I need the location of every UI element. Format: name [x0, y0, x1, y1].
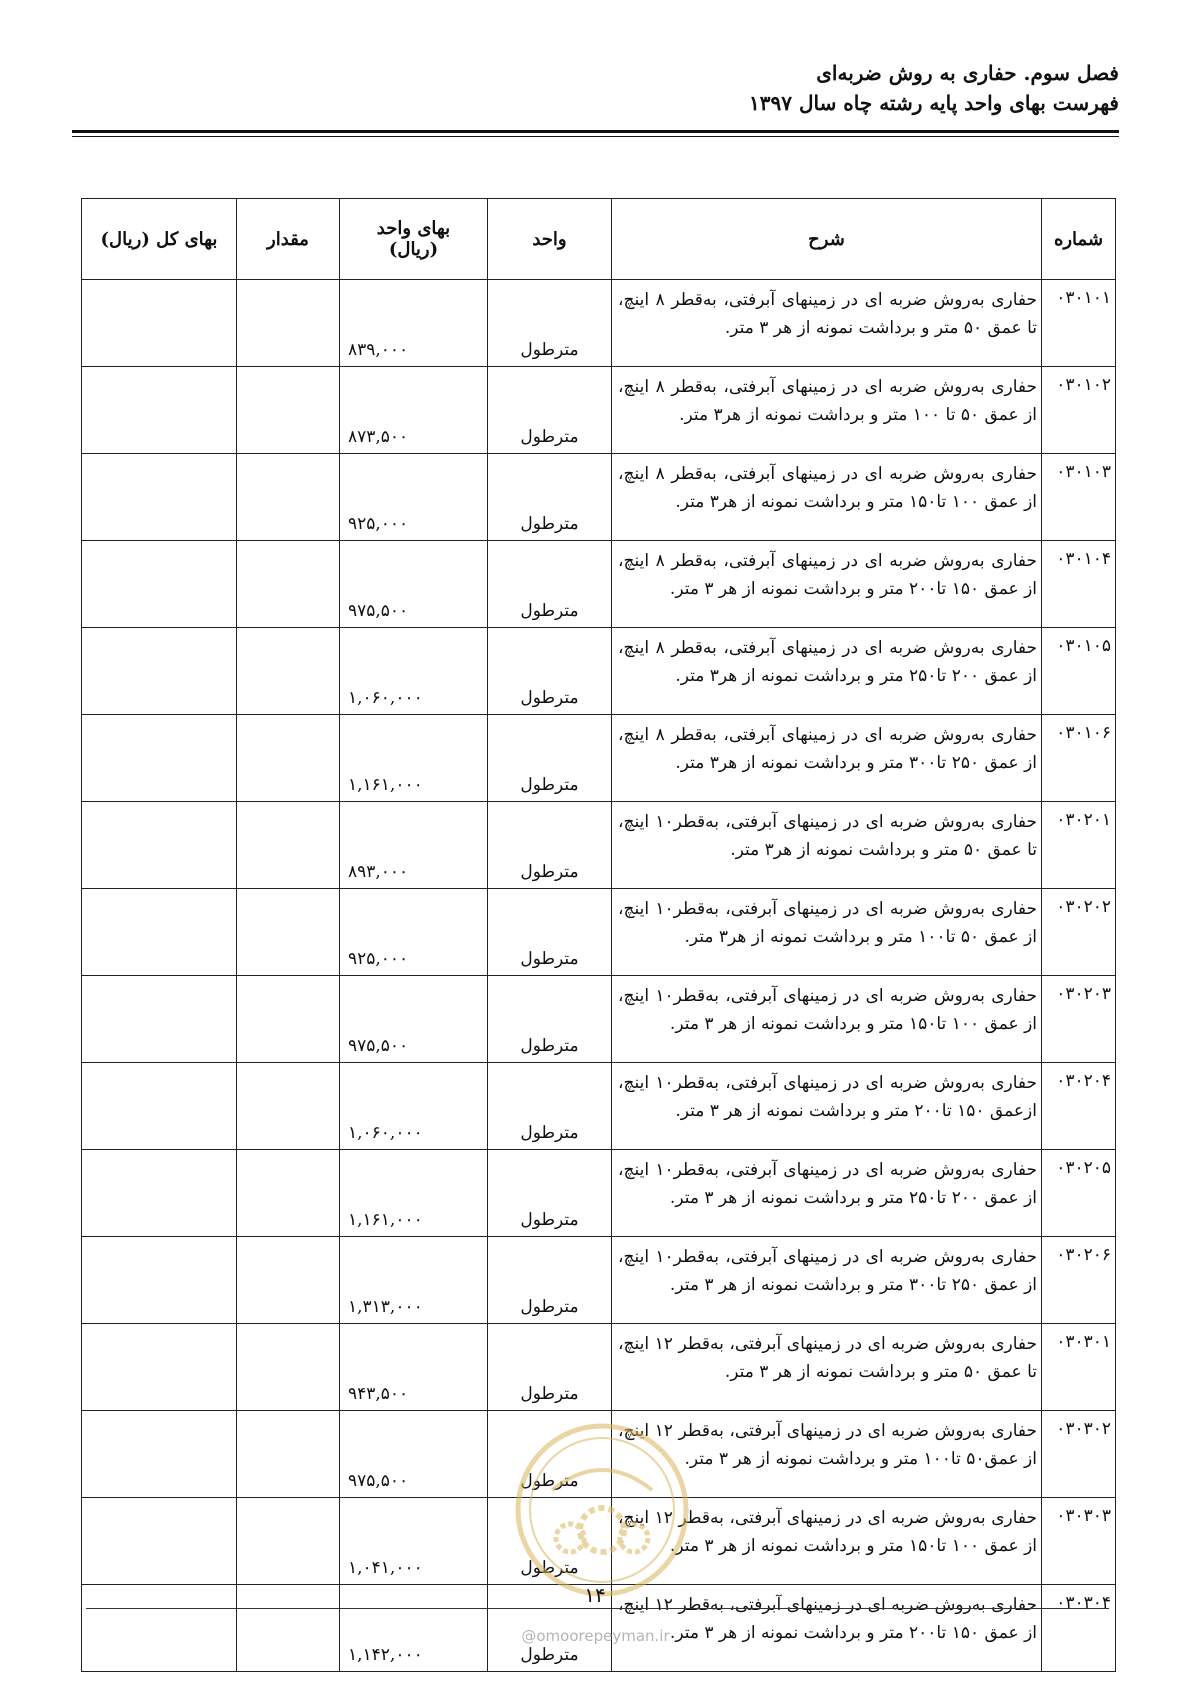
row-number: ۰۳۰۱۰۵ [1042, 628, 1116, 715]
row-quantity [237, 889, 340, 976]
row-number: ۰۳۰۱۰۳ [1042, 454, 1116, 541]
row-unit: مترطول [488, 1063, 612, 1150]
row-unit: مترطول [488, 1498, 612, 1585]
row-quantity [237, 802, 340, 889]
header-unit: واحد [488, 199, 612, 280]
row-unit: مترطول [488, 454, 612, 541]
row-unit-price: ۱,۱۴۲,۰۰۰ [340, 1585, 488, 1672]
row-number: ۰۳۰۳۰۳ [1042, 1498, 1116, 1585]
header-total-price: بهای کل (ریال) [82, 199, 237, 280]
row-quantity [237, 367, 340, 454]
row-description: حفاری به‌روش ضربه ای در زمینهای آبرفتی، به‌قطر ۸ اینچ، از عمق ۲۵۰ تا۳۰۰ متر و برداشت نمونه از هر۳ متر. [612, 715, 1042, 802]
footer-rule [86, 1608, 1109, 1609]
table-body [82, 280, 1116, 1672]
table-row [82, 541, 1116, 628]
chapter-title: فصل سوم. حفاری به روش ضربه‌ای [816, 61, 1119, 85]
row-total-price [82, 1237, 237, 1324]
row-number: ۰۳۰۳۰۴ [1042, 1585, 1116, 1672]
row-total-price [82, 1324, 237, 1411]
row-unit-price: ۹۴۳,۵۰۰ [340, 1324, 488, 1411]
row-unit: مترطول [488, 889, 612, 976]
row-number: ۰۳۰۱۰۶ [1042, 715, 1116, 802]
header-unit-price [340, 199, 488, 280]
row-description: حفاری به‌روش ضربه ای در زمینهای آبرفتی، به‌قطر ۱۲ اینچ، از عمق ۱۰۰ تا۱۵۰ متر و برداشت نمونه از هر ۳ متر. [612, 1498, 1042, 1585]
row-unit-price: ۱,۱۶۱,۰۰۰ [340, 715, 488, 802]
row-quantity [237, 1324, 340, 1411]
row-quantity [237, 454, 340, 541]
row-description: حفاری به‌روش ضربه ای در زمینهای آبرفتی، به‌قطر۱۰ اینچ، از عمق ۱۰۰ تا۱۵۰ متر و برداشت نمونه از هر ۳ متر. [612, 976, 1042, 1063]
row-description: حفاری به‌روش ضربه ای در زمینهای آبرفتی، به‌قطر۱۰ اینچ، تا عمق ۵۰ متر و برداشت نمونه از هر۳ متر. [612, 802, 1042, 889]
row-quantity [237, 1237, 340, 1324]
row-unit: مترطول [488, 1150, 612, 1237]
row-unit-price: ۸۳۹,۰۰۰ [340, 280, 488, 367]
row-number: ۰۳۰۳۰۱ [1042, 1324, 1116, 1411]
row-total-price [82, 280, 237, 367]
row-unit-price: ۹۷۵,۵۰۰ [340, 1411, 488, 1498]
row-unit: مترطول [488, 976, 612, 1063]
table-row [82, 1237, 1116, 1324]
page-number: ۱۴ [584, 1583, 606, 1607]
row-total-price [82, 1150, 237, 1237]
row-total-price [82, 802, 237, 889]
row-quantity [237, 715, 340, 802]
row-quantity [237, 1063, 340, 1150]
row-description: حفاری به‌روش ضربه ای در زمینهای آبرفتی، به‌قطر ۸ اینچ، از عمق ۵۰ تا ۱۰۰ متر و برداشت نمونه از هر۳ متر. [612, 367, 1042, 454]
row-total-price [82, 1498, 237, 1585]
row-unit: مترطول [488, 1585, 612, 1672]
header-rule-thick [72, 130, 1119, 133]
row-number: ۰۳۰۲۰۳ [1042, 976, 1116, 1063]
page-header [72, 58, 1119, 118]
row-quantity [237, 280, 340, 367]
table-row [82, 715, 1116, 802]
row-number: ۰۳۰۱۰۲ [1042, 367, 1116, 454]
row-unit-price: ۸۹۳,۰۰۰ [340, 802, 488, 889]
row-description: حفاری به‌روش ضربه ای در زمینهای آبرفتی، به‌قطر۱۰ اینچ، ازعمق ۱۵۰ تا۲۰۰ متر و برداشت نمونه از هر ۳ متر. [612, 1063, 1042, 1150]
row-unit: مترطول [488, 628, 612, 715]
row-description: حفاری به‌روش ضربه ای در زمینهای آبرفتی، به‌قطر ۸ اینچ، از عمق ۱۰۰ تا۱۵۰ متر و برداشت نمونه از هر۳ متر. [612, 454, 1042, 541]
row-unit: مترطول [488, 367, 612, 454]
row-unit-price: ۱,۰۶۰,۰۰۰ [340, 1063, 488, 1150]
table-row [82, 1324, 1116, 1411]
row-unit-price: ۱,۰۴۱,۰۰۰ [340, 1498, 488, 1585]
row-unit: مترطول [488, 802, 612, 889]
site-watermark: @omoorepeyman.ir [521, 1627, 670, 1645]
row-unit: مترطول [488, 280, 612, 367]
table-row [82, 889, 1116, 976]
row-unit: مترطول [488, 1237, 612, 1324]
header-quantity: مقدار [237, 199, 340, 280]
row-quantity [237, 976, 340, 1063]
table-row [82, 280, 1116, 367]
row-quantity [237, 1411, 340, 1498]
row-unit-price: ۹۲۵,۰۰۰ [340, 454, 488, 541]
header-number: شماره [1042, 199, 1116, 280]
row-unit: مترطول [488, 715, 612, 802]
row-description: حفاری به‌روش ضربه ای در زمینهای آبرفتی، به‌قطر ۱۲ اینچ، از عمق۵۰ تا۱۰۰ متر و برداشت نمونه از هر ۳ متر. [612, 1411, 1042, 1498]
row-total-price [82, 715, 237, 802]
row-number: ۰۳۰۳۰۲ [1042, 1411, 1116, 1498]
row-total-price [82, 976, 237, 1063]
row-quantity [237, 628, 340, 715]
row-unit-price: ۱,۳۱۳,۰۰۰ [340, 1237, 488, 1324]
row-number: ۰۳۰۲۰۵ [1042, 1150, 1116, 1237]
row-total-price [82, 1063, 237, 1150]
row-description: حفاری به‌روش ضربه ای در زمینهای آبرفتی، به‌قطر ۱۲ اینچ، از عمق ۱۵۰ تا۲۰۰ متر و برداشت نمونه از هر ۳ متر. [612, 1585, 1042, 1672]
header-rule-thin [72, 136, 1119, 137]
table-row [82, 628, 1116, 715]
row-unit-price: ۱,۱۶۱,۰۰۰ [340, 1150, 488, 1237]
row-description: حفاری به‌روش ضربه ای در زمینهای آبرفتی، به‌قطر ۸ اینچ، از عمق ۱۵۰ تا۲۰۰ متر و برداشت نمونه از هر ۳ متر. [612, 541, 1042, 628]
table-row [82, 1150, 1116, 1237]
row-description: حفاری به‌روش ضربه ای در زمینهای آبرفتی، به‌قطر ۱۲ اینچ، تا عمق ۵۰ متر و برداشت نمونه از هر ۳ متر. [612, 1324, 1042, 1411]
row-total-price [82, 1411, 237, 1498]
price-list-table [81, 198, 1116, 1672]
row-unit: مترطول [488, 1411, 612, 1498]
row-number: ۰۳۰۱۰۴ [1042, 541, 1116, 628]
row-description: حفاری به‌روش ضربه ای در زمینهای آبرفتی، به‌قطر۱۰ اینچ، از عمق ۵۰ تا۱۰۰ متر و برداشت نمونه از هر۳ متر. [612, 889, 1042, 976]
header-unit-price-currency: (ریال) [388, 239, 439, 260]
row-unit: مترطول [488, 541, 612, 628]
row-number: ۰۳۰۱۰۱ [1042, 280, 1116, 367]
row-number: ۰۳۰۲۰۶ [1042, 1237, 1116, 1324]
row-quantity [237, 1498, 340, 1585]
row-unit-price: ۸۷۳,۵۰۰ [340, 367, 488, 454]
row-description: حفاری به‌روش ضربه ای در زمینهای آبرفتی، به‌قطر۱۰ اینچ، از عمق ۲۵۰ تا۳۰۰ متر و برداشت نمونه از هر ۳ متر. [612, 1237, 1042, 1324]
row-unit: مترطول [488, 1324, 612, 1411]
header-description: شرح [612, 199, 1042, 280]
row-unit-price: ۹۷۵,۵۰۰ [340, 541, 488, 628]
row-quantity [237, 1150, 340, 1237]
table-row [82, 976, 1116, 1063]
row-quantity [237, 541, 340, 628]
table-row [82, 367, 1116, 454]
row-description: حفاری به‌روش ضربه ای در زمینهای آبرفتی، به‌قطر ۸ اینچ، تا عمق ۵۰ متر و برداشت نمونه از هر ۳ متر. [612, 280, 1042, 367]
row-number: ۰۳۰۲۰۴ [1042, 1063, 1116, 1150]
row-total-price [82, 367, 237, 454]
row-total-price [82, 454, 237, 541]
row-unit-price: ۹۷۵,۵۰۰ [340, 976, 488, 1063]
document-subtitle: فهرست بهای واحد پایه رشته چاه سال ۱۳۹۷ [749, 91, 1119, 115]
row-description: حفاری به‌روش ضربه ای در زمینهای آبرفتی، به‌قطر۱۰ اینچ، از عمق ۲۰۰ تا۲۵۰ متر و برداشت نمونه از هر ۳ متر. [612, 1150, 1042, 1237]
header-unit-price-label: بهای واحد [376, 218, 451, 239]
row-number: ۰۳۰۲۰۱ [1042, 802, 1116, 889]
row-total-price [82, 628, 237, 715]
table-row [82, 802, 1116, 889]
table-header-row [82, 199, 1116, 280]
table-row [82, 1498, 1116, 1585]
row-unit-price: ۹۲۵,۰۰۰ [340, 889, 488, 976]
table-row [82, 1411, 1116, 1498]
row-unit-price: ۱,۰۶۰,۰۰۰ [340, 628, 488, 715]
row-description: حفاری به‌روش ضربه ای در زمینهای آبرفتی، به‌قطر ۸ اینچ، از عمق ۲۰۰ تا۲۵۰ متر و برداشت نمونه از هر۳ متر. [612, 628, 1042, 715]
row-total-price [82, 889, 237, 976]
table-row [82, 454, 1116, 541]
row-number: ۰۳۰۲۰۲ [1042, 889, 1116, 976]
table-row [82, 1063, 1116, 1150]
row-total-price [82, 541, 237, 628]
